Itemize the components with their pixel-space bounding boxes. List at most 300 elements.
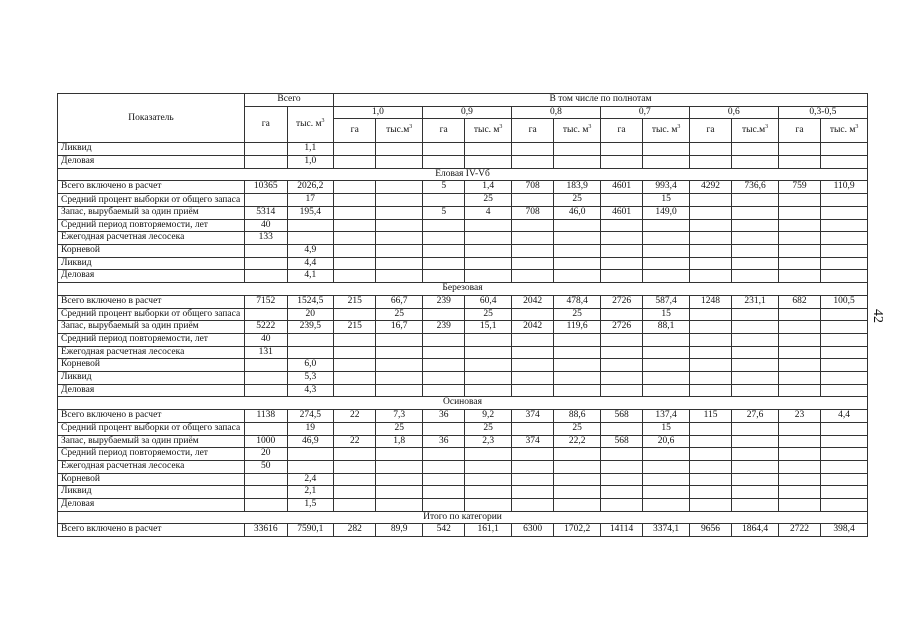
table-cell (245, 473, 287, 486)
table-cell: 40 (245, 219, 287, 232)
table-cell (689, 435, 731, 448)
table-cell (600, 460, 642, 473)
table-cell: 23 (778, 410, 820, 423)
row-label: Средний процент выборки от общего запаса (58, 194, 245, 207)
table-cell (600, 359, 642, 372)
table-cell (422, 359, 464, 372)
row-label: Деловая (58, 384, 245, 397)
table-cell (689, 206, 731, 219)
table-cell (643, 448, 690, 461)
table-cell: 25 (554, 194, 601, 207)
table-cell (287, 448, 334, 461)
table-cell (334, 372, 376, 385)
row-label: Ликвид (58, 143, 245, 156)
table-cell (778, 422, 820, 435)
table-cell (465, 499, 512, 512)
table-cell: 2,1 (287, 486, 334, 499)
table-cell: 239,5 (287, 321, 334, 334)
table-cell: 1,4 (465, 181, 512, 194)
table-cell (600, 499, 642, 512)
table-row (58, 308, 868, 321)
table-cell: 2042 (511, 295, 553, 308)
table-cell (334, 486, 376, 499)
table-cell (600, 194, 642, 207)
table-cell: 100,5 (821, 295, 868, 308)
table-cell: 708 (511, 206, 553, 219)
table-cell (334, 270, 376, 283)
table-cell (422, 245, 464, 258)
table-cell: 115 (689, 410, 731, 423)
table-cell: 568 (600, 410, 642, 423)
table-row (58, 156, 868, 169)
table-cell: 133 (245, 232, 287, 245)
table-cell: 2726 (600, 295, 642, 308)
table-cell: 1524,5 (287, 295, 334, 308)
table-cell (376, 206, 423, 219)
table-cell: 5 (422, 206, 464, 219)
table-cell (554, 384, 601, 397)
table-cell (600, 346, 642, 359)
header-indicator: Показатель (58, 94, 245, 143)
table-cell (554, 219, 601, 232)
table-cell (422, 143, 464, 156)
section-title: Березовая (58, 283, 868, 296)
table-cell (422, 422, 464, 435)
table-cell (732, 194, 779, 207)
table-cell: 1,0 (287, 156, 334, 169)
table-cell (422, 308, 464, 321)
table-cell (554, 346, 601, 359)
table-cell (821, 232, 868, 245)
header-density-1: 1,0 (334, 106, 423, 119)
table-row (58, 194, 868, 207)
table-row (58, 245, 868, 258)
table-cell (778, 448, 820, 461)
table-cell (821, 448, 868, 461)
table-cell: 15 (643, 422, 690, 435)
table-cell: 4,4 (821, 410, 868, 423)
table-cell (643, 257, 690, 270)
table-cell (689, 333, 731, 346)
table-cell: 2722 (778, 524, 820, 537)
table-cell (821, 422, 868, 435)
header-row-1 (58, 94, 868, 107)
table-cell (376, 346, 423, 359)
header-density-3: 0,8 (511, 106, 600, 119)
table-cell: 478,4 (554, 295, 601, 308)
table-cell (821, 156, 868, 169)
table-cell (511, 499, 553, 512)
table-cell (245, 486, 287, 499)
table-row (58, 206, 868, 219)
table-cell: 110,9 (821, 181, 868, 194)
table-cell (245, 257, 287, 270)
table-cell (778, 346, 820, 359)
table-cell (554, 156, 601, 169)
table-cell (465, 232, 512, 245)
table-cell: 25 (554, 422, 601, 435)
table-cell (376, 384, 423, 397)
table-cell (643, 460, 690, 473)
row-label: Ежегодная расчетная лесосека (58, 346, 245, 359)
table-cell (511, 245, 553, 258)
table-cell (245, 372, 287, 385)
table-cell: 239 (422, 321, 464, 334)
table-cell (554, 499, 601, 512)
table-cell: 3374,1 (643, 524, 690, 537)
table-cell (689, 460, 731, 473)
table-cell (600, 384, 642, 397)
table-cell (821, 359, 868, 372)
table-row (58, 460, 868, 473)
table-cell (465, 486, 512, 499)
table-cell (465, 473, 512, 486)
table-cell (245, 194, 287, 207)
table-cell (732, 359, 779, 372)
table-cell (821, 460, 868, 473)
table-cell (600, 308, 642, 321)
table-cell (422, 156, 464, 169)
table-cell (643, 372, 690, 385)
header-ha: га (511, 119, 553, 143)
table-cell (554, 359, 601, 372)
table-row (58, 384, 868, 397)
table-cell (778, 384, 820, 397)
table-cell (643, 473, 690, 486)
table-cell: 36 (422, 410, 464, 423)
table-cell: 119,6 (554, 321, 601, 334)
table-cell (732, 232, 779, 245)
table-cell (334, 359, 376, 372)
table-cell (334, 232, 376, 245)
table-cell (245, 384, 287, 397)
table-cell (778, 372, 820, 385)
table-cell (732, 219, 779, 232)
table-cell (511, 346, 553, 359)
section-row (58, 397, 868, 410)
table-cell (600, 486, 642, 499)
table-cell (778, 257, 820, 270)
table-cell (643, 486, 690, 499)
table-cell (821, 257, 868, 270)
table-cell (554, 257, 601, 270)
table-cell (732, 499, 779, 512)
table-cell: 25 (465, 308, 512, 321)
row-label: Всего включено в расчет (58, 181, 245, 194)
table-cell (465, 245, 512, 258)
table-cell (600, 372, 642, 385)
table-cell (821, 346, 868, 359)
table-cell: 1138 (245, 410, 287, 423)
table-cell: 4,4 (287, 257, 334, 270)
table-cell: 759 (778, 181, 820, 194)
table-cell (376, 448, 423, 461)
table-row (58, 524, 868, 537)
table-cell (334, 257, 376, 270)
table-cell: 282 (334, 524, 376, 537)
table-cell (245, 359, 287, 372)
header-vol: тыс. $м^3$ (465, 119, 512, 143)
table-cell: 374 (511, 435, 553, 448)
forest-table (57, 93, 868, 537)
table-cell (554, 473, 601, 486)
row-label: Всего включено в расчет (58, 524, 245, 537)
section-row (58, 511, 868, 524)
table-cell (554, 232, 601, 245)
table-cell (600, 257, 642, 270)
table-cell: 274,5 (287, 410, 334, 423)
header-ha: га (778, 119, 820, 143)
table-cell (511, 308, 553, 321)
table-cell: 22,2 (554, 435, 601, 448)
table-cell (334, 499, 376, 512)
table-cell (778, 333, 820, 346)
table-row (58, 435, 868, 448)
table-cell (287, 460, 334, 473)
table-cell (689, 321, 731, 334)
table-cell (334, 333, 376, 346)
table-cell (643, 499, 690, 512)
table-cell: 231,1 (732, 295, 779, 308)
table-cell (778, 321, 820, 334)
table-cell (334, 460, 376, 473)
table-cell (732, 321, 779, 334)
table-cell (732, 435, 779, 448)
table-cell (376, 245, 423, 258)
table-cell (778, 270, 820, 283)
table-cell (287, 346, 334, 359)
row-label: Средний период повторяемости, лет (58, 219, 245, 232)
table-cell (334, 384, 376, 397)
row-label: Деловая (58, 499, 245, 512)
table-cell (334, 181, 376, 194)
table-cell (732, 308, 779, 321)
table-row (58, 346, 868, 359)
table-cell (732, 143, 779, 156)
table-cell: 1702,2 (554, 524, 601, 537)
table-cell: 137,4 (643, 410, 690, 423)
table-cell (778, 232, 820, 245)
table-cell (778, 219, 820, 232)
table-cell: 10365 (245, 181, 287, 194)
table-cell (600, 333, 642, 346)
table-cell: 374 (511, 410, 553, 423)
table-cell: 1,1 (287, 143, 334, 156)
table-cell (422, 257, 464, 270)
table-cell (334, 156, 376, 169)
table-cell (689, 486, 731, 499)
table-cell (732, 473, 779, 486)
table-cell (778, 460, 820, 473)
table-cell (465, 384, 512, 397)
table-cell (689, 219, 731, 232)
table-cell (245, 245, 287, 258)
table-row (58, 321, 868, 334)
table-cell (778, 194, 820, 207)
row-label: Всего включено в расчет (58, 410, 245, 423)
table-cell (287, 232, 334, 245)
table-row (58, 143, 868, 156)
header-ha: га (600, 119, 642, 143)
row-label: Всего включено в расчет (58, 295, 245, 308)
table-cell: 1864,4 (732, 524, 779, 537)
table-cell (511, 257, 553, 270)
table-cell: 149,0 (643, 206, 690, 219)
table-cell: 9656 (689, 524, 731, 537)
table-row (58, 257, 868, 270)
table-cell (376, 270, 423, 283)
table-cell (778, 143, 820, 156)
section-title: Итого по категории (58, 511, 868, 524)
table-cell (554, 448, 601, 461)
table-cell: 736,6 (732, 181, 779, 194)
table-cell (821, 143, 868, 156)
header-density-5: 0,6 (689, 106, 778, 119)
table-cell: 195,4 (287, 206, 334, 219)
table-cell (465, 333, 512, 346)
table-cell (778, 499, 820, 512)
header-density-6: 0,3-0,5 (778, 106, 867, 119)
table-cell: 708 (511, 181, 553, 194)
table-cell: 161,1 (465, 524, 512, 537)
table-cell: 17 (287, 194, 334, 207)
table-cell (554, 270, 601, 283)
table-cell (600, 143, 642, 156)
table-cell: 25 (376, 422, 423, 435)
table-cell (821, 206, 868, 219)
table-cell (778, 245, 820, 258)
table-cell (600, 422, 642, 435)
table-cell: 22 (334, 435, 376, 448)
table-cell (821, 270, 868, 283)
table-cell: 7152 (245, 295, 287, 308)
table-cell (643, 245, 690, 258)
table-cell (732, 422, 779, 435)
table-cell: 568 (600, 435, 642, 448)
table-cell (821, 473, 868, 486)
table-cell (643, 270, 690, 283)
table-cell (511, 384, 553, 397)
table-cell (245, 422, 287, 435)
table-row (58, 219, 868, 232)
table-cell (245, 143, 287, 156)
table-cell: 4601 (600, 206, 642, 219)
table-cell (643, 359, 690, 372)
table-cell (778, 359, 820, 372)
table-cell (689, 232, 731, 245)
table-cell: 36 (422, 435, 464, 448)
table-cell (422, 384, 464, 397)
table-cell (287, 333, 334, 346)
table-cell: 5 (422, 181, 464, 194)
header-vol: тыс. $м^3$ (643, 119, 690, 143)
table-cell (643, 143, 690, 156)
table-cell: 46,0 (554, 206, 601, 219)
table-cell: 215 (334, 321, 376, 334)
table-cell (422, 219, 464, 232)
table-cell: 4292 (689, 181, 731, 194)
table-cell (732, 206, 779, 219)
table-cell (778, 486, 820, 499)
header-ha: га (422, 119, 464, 143)
table-cell (422, 460, 464, 473)
row-label: Деловая (58, 156, 245, 169)
table-cell: 5,3 (287, 372, 334, 385)
row-label: Ежегодная расчетная лесосека (58, 232, 245, 245)
table-row (58, 448, 868, 461)
table-cell (245, 270, 287, 283)
table-cell (732, 372, 779, 385)
table-cell: 398,4 (821, 524, 868, 537)
table-cell (422, 232, 464, 245)
table-cell: 2042 (511, 321, 553, 334)
header-vol: тыс. $м^3$ (554, 119, 601, 143)
table-cell: 4,3 (287, 384, 334, 397)
table-cell (511, 473, 553, 486)
table-cell: 993,4 (643, 181, 690, 194)
table-cell (732, 460, 779, 473)
row-label: Средний период повторяемости, лет (58, 448, 245, 461)
header-density-4: 0,7 (600, 106, 689, 119)
table-cell: 6300 (511, 524, 553, 537)
section-title: Еловая IV-Vб (58, 168, 868, 181)
table-row (58, 473, 868, 486)
table-cell (689, 270, 731, 283)
table-row (58, 359, 868, 372)
table-cell (554, 486, 601, 499)
table-cell (689, 308, 731, 321)
table-cell (689, 245, 731, 258)
table-cell: 46,9 (287, 435, 334, 448)
table-cell (511, 232, 553, 245)
table-cell: 15 (643, 308, 690, 321)
row-label: Корневой (58, 245, 245, 258)
table-cell (600, 219, 642, 232)
header-ha: га (334, 119, 376, 143)
table-cell (511, 194, 553, 207)
table-cell (689, 359, 731, 372)
table-cell (689, 448, 731, 461)
table-cell (511, 359, 553, 372)
row-label: Запас, вырубаемый за один приём (58, 435, 245, 448)
table-cell (334, 422, 376, 435)
table-cell (689, 422, 731, 435)
header-density-2: 0,9 (422, 106, 511, 119)
header-by-density: В том числе по полнотам (334, 94, 868, 107)
table-cell: 15,1 (465, 321, 512, 334)
row-label: Ежегодная расчетная лесосека (58, 460, 245, 473)
table-cell (821, 321, 868, 334)
table-cell (600, 245, 642, 258)
table-cell: 14114 (600, 524, 642, 537)
table-cell: 7590,1 (287, 524, 334, 537)
header-total-ha: га (245, 106, 287, 143)
table-row (58, 372, 868, 385)
table-cell (334, 194, 376, 207)
table-cell (465, 448, 512, 461)
table-cell: 25 (376, 308, 423, 321)
table-cell: 183,9 (554, 181, 601, 194)
table-cell (643, 346, 690, 359)
table-cell (334, 219, 376, 232)
table-cell (643, 232, 690, 245)
table-cell (465, 156, 512, 169)
table-cell (245, 156, 287, 169)
table-cell (732, 486, 779, 499)
table-cell: 4,1 (287, 270, 334, 283)
row-label: Средний процент выборки от общего запаса (58, 422, 245, 435)
table-cell (689, 346, 731, 359)
